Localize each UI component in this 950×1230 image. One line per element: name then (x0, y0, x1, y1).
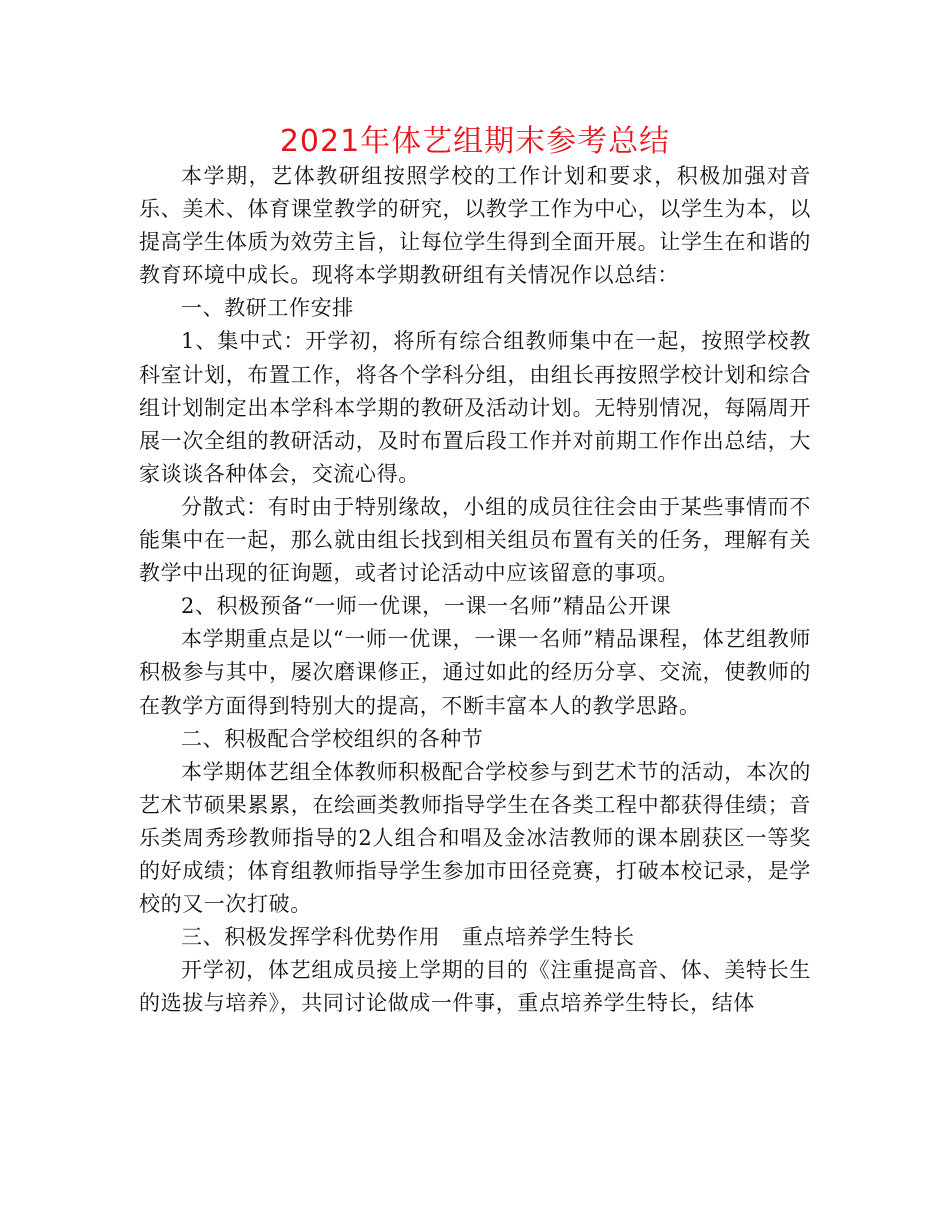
paragraph-quality-lesson: 本学期重点是以“一师一优课，一课一名师”精品课程，体艺组教师积极参与其中，屡次磨课修正，通过如此的经历分享、交流，使教师的在教学方面得到特别大的提高，不断丰富本人的教学思路。 (139, 627, 811, 718)
subheading-quality-lesson: 2、积极预备“一师一优课，一课一名师”精品公开课 (181, 594, 672, 619)
paragraph-centralized: 1、集中式：开学初，将所有综合组教师集中在一起，按照学校教科室计划，布置工作，将各个学科分组，由组长再按照学校计划和综合组计划制定出本学科本学期的教研及活动计划。无特别情况，每隔周开展一次全组的教研活动，及时布置后段工作并对前期工作作出总结，大家谈谈各种体会，交流心得。 (139, 329, 811, 486)
section-heading-1: 一、教研工作安排 (181, 296, 354, 321)
paragraph-intro: 本学期，艺体教研组按照学校的工作计划和要求，积极加强对音乐、美术、体育课堂教学的研究，以教学工作为中心，以学生为本，以提高学生体质为效劳主旨，让每位学生得到全面开展。让学生在和谐的教育环境中成长。现将本学期教研组有关情况作以总结： (139, 164, 811, 288)
document-title: 2021年体艺组期末参考总结 (279, 124, 671, 159)
paragraph-decentralized: 分散式：有时由于特别缘故，小组的成员往往会由于某些事情而不能集中在一起，那么就由组长找到相关组员布置有关的任务，理解有关教学中出现的征询题，或者讨论活动中应该留意的事项。 (139, 494, 811, 586)
document-body (139, 160, 811, 1020)
section-heading-2: 二、积极配合学校组织的各种节 (181, 726, 484, 751)
paragraph-art-festival: 本学期体艺组全体教师积极配合学校参与到艺术节的活动，本次的艺术节硕果累累，在绘画类教师指导学生在各类工程中都获得佳绩；音乐类周秀珍教师指导的2人组合和唱及金冰洁教师的课本剧获区一等奖的好成绩；体育组教师指导学生参加市田径竞赛，打破本校记录，是学校的又一次打破。 (139, 759, 811, 917)
paragraph-specialty: 开学初，体艺组成员接上学期的目的《注重提高音、体、美特长生的选拔与培养》，共同讨论做成一件事，重点培养学生特长，结体 (139, 958, 811, 1016)
section-heading-3: 三、积极发挥学科优势作用 重点培养学生特长 (181, 925, 635, 950)
